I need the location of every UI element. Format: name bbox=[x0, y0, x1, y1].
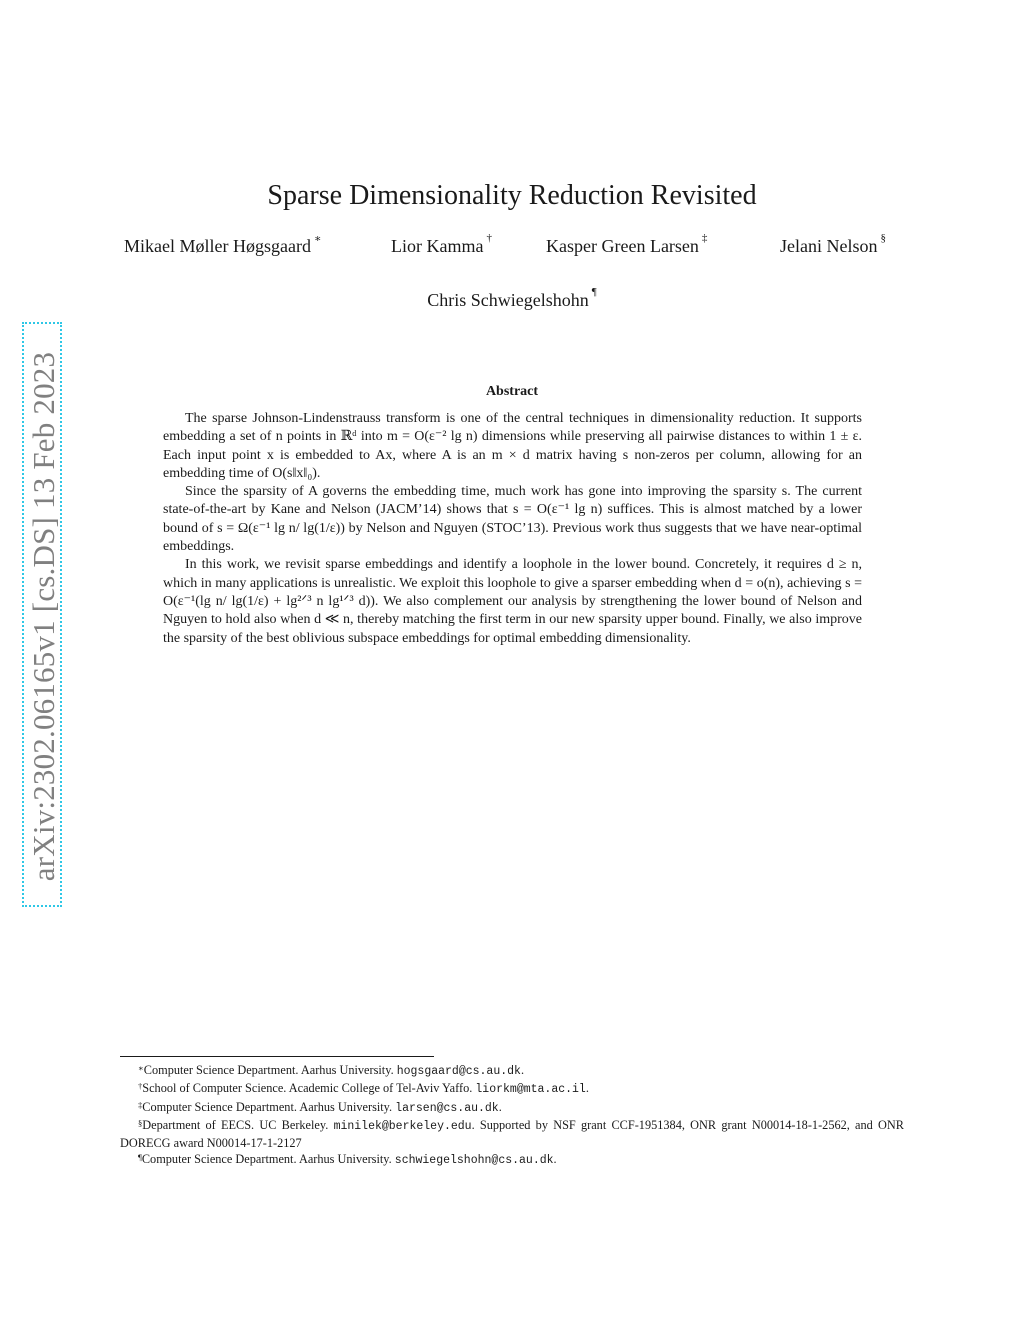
footnotes bbox=[120, 1062, 904, 1170]
author-3: Kasper Green Larsen ‡ bbox=[546, 232, 708, 256]
email-link[interactable]: larsen@cs.au.dk bbox=[395, 1101, 499, 1115]
footnote: †School of Computer Science. Academic College of Tel-Aviv Yaffo. liorkm@mta.ac.il. bbox=[138, 1081, 589, 1097]
footnote: ∗Computer Science Department. Aarhus University. hogsgaard@cs.au.dk. bbox=[138, 1063, 525, 1078]
abstract-paragraph: Since the sparsity of A governs the embedding time, much work has gone into improving the sparsity s. The current state-of-the-art by Kane and Nelson (JACM’14) shows that s = O(ε⁻¹ lg n) suffices. This is almost matched by a lower bound of s = Ω(ε⁻¹ lg n/ lg(1/ε)) by Nelson and Nguyen (STOC’13). Previous work thus suggests that we have near-optimal embeddings. bbox=[163, 484, 862, 555]
footnote: ¶Computer Science Department. Aarhus University. schwiegelshohn@cs.au.dk. bbox=[138, 1152, 557, 1168]
author-1: Mikael Møller Høgsgaard ∗ bbox=[124, 233, 322, 256]
author-4: Jelani Nelson § bbox=[780, 232, 886, 256]
author-list bbox=[120, 232, 920, 264]
author-5: Chris Schwiegelshohn ¶ bbox=[427, 286, 597, 310]
abstract-paragraph: The sparse Johnson-Lindenstrauss transform is one of the central techniques in dimensionality reduction. It supports embedding a set of n points in ℝᵈ into m = O(ε⁻² lg n) dimensions while preserving all pairwise distances to within 1 ± ε. Each input point x is embedded to Ax, where A is an m × d matrix having s non-zeros per column, allowing for an embedding time of O(s‖x‖₀). bbox=[163, 411, 862, 481]
footnote: ‡Computer Science Department. Aarhus University. larsen@cs.au.dk. bbox=[138, 1099, 502, 1115]
arxiv-stamp bbox=[22, 322, 62, 907]
footnote-rule bbox=[120, 1056, 434, 1057]
email-link[interactable]: schwiegelshohn@cs.au.dk bbox=[394, 1154, 554, 1168]
abstract-heading: Abstract bbox=[485, 384, 539, 399]
footnote: §Department of EECS. UC Berkeley. minilek@berkeley.edu. Supported by NSF grant CCF-1951384, ONR grant N00014-18-1-2562, and ONR DORECG award N00014-17-1-2127 bbox=[120, 1117, 905, 1151]
email-link[interactable]: liorkm@mta.ac.il bbox=[475, 1083, 586, 1097]
email-link[interactable]: hogsgaard@cs.au.dk bbox=[396, 1065, 521, 1078]
abstract-body bbox=[163, 410, 862, 648]
arxiv-identifier: arXiv:2302.06165v1 [cs.DS] 13 Feb 2023 bbox=[26, 351, 61, 882]
author-2: Lior Kamma † bbox=[391, 232, 492, 256]
paper-title: Sparse Dimensionality Reduction Revisited bbox=[267, 180, 757, 211]
email-link[interactable]: minilek@berkeley.edu bbox=[333, 1119, 472, 1133]
abstract-paragraph: In this work, we revisit sparse embeddings and identify a loophole in the lower bound. Concretely, it requires d ≥ n, which in many applications is unrealistic. We exploit this loophole to give a sparser embedding when d = o(n), achieving s = O(ε⁻¹(lg n/ lg(1/ε) + lg²ᐟ³ n lg¹ᐟ³ d)). We also complement our analysis by strengthening the lower bound of Nelson and Nguyen to hold also when d ≪ n, thereby matching the first term in our new sparsity upper bound. Finally, we also improve the sparsity of the best oblivious subspace embeddings for optimal embedding dimensionality. bbox=[163, 557, 862, 646]
